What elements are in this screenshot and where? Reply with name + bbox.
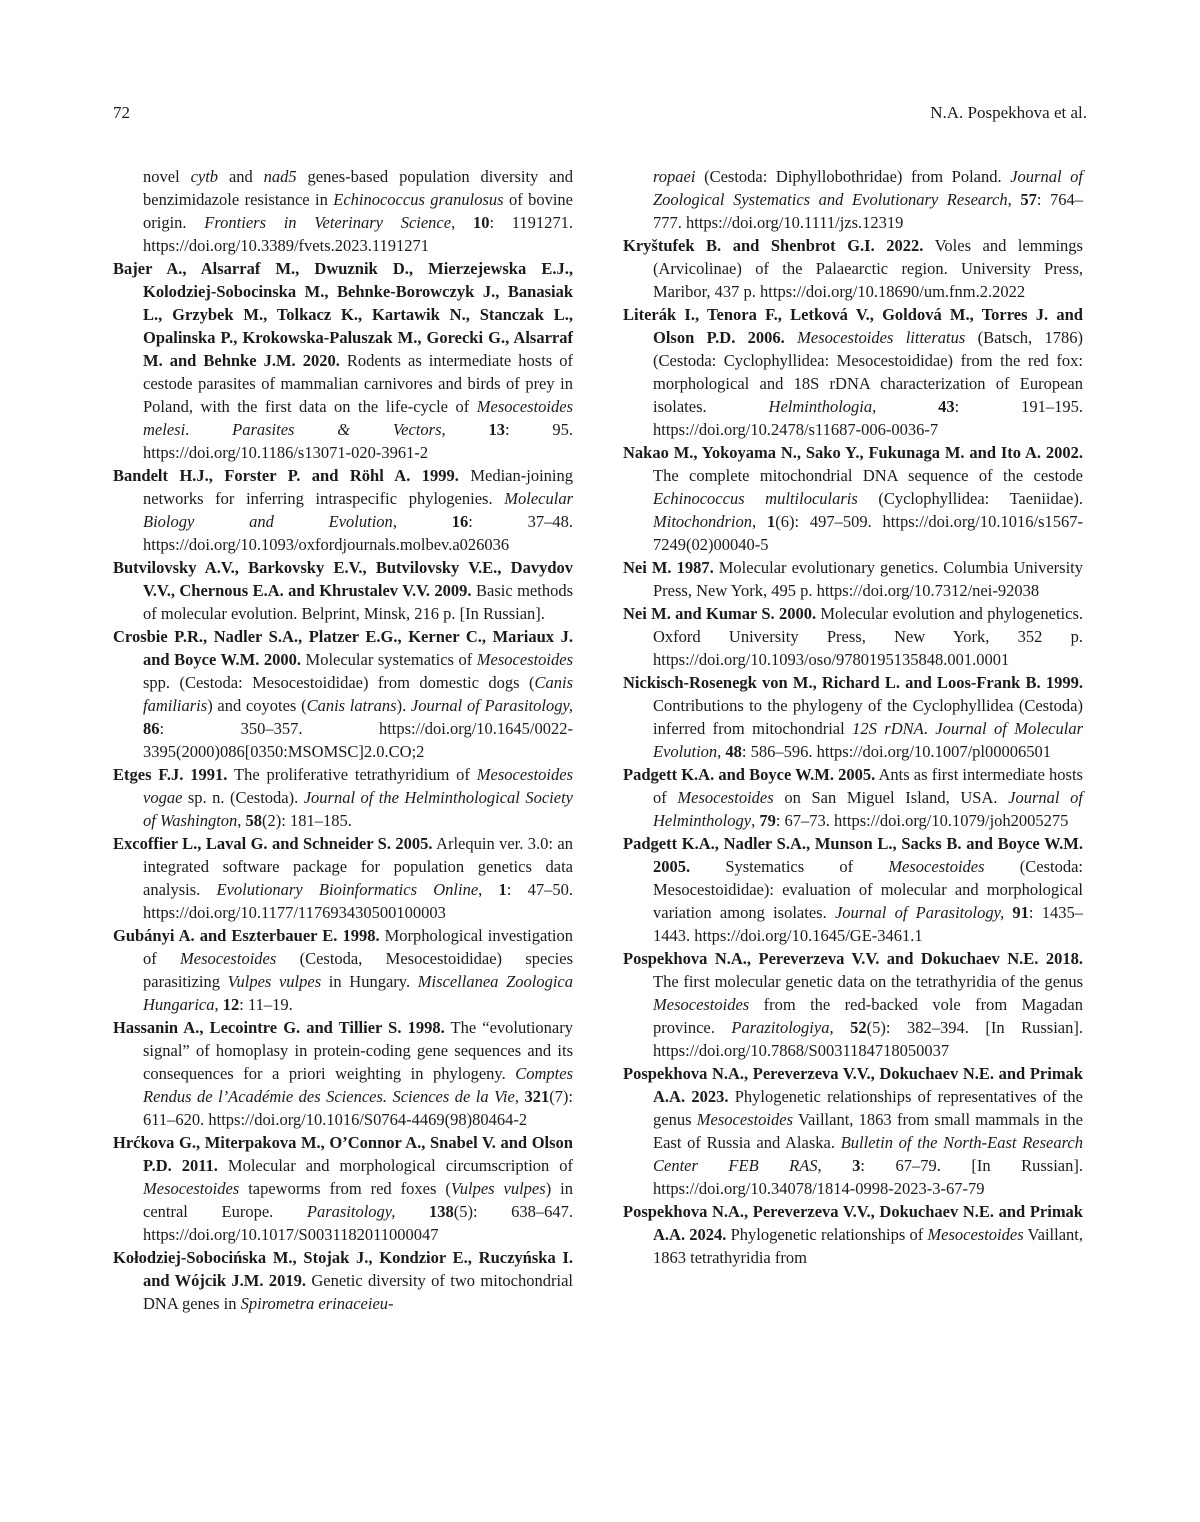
reference-text-segment: : 47–50. https://doi.org/10.1177/117693430500100003 bbox=[143, 880, 573, 923]
reference-text-segment: Nakao M., Yokoyama N., Sako Y., Fukunaga M. and Ito A. 2002. bbox=[623, 443, 1083, 463]
reference-text-segment: Vulpes vulpes bbox=[227, 972, 322, 992]
reference-text-segment: 12S rDNA bbox=[852, 719, 924, 739]
reference-text-segment: 10 bbox=[472, 213, 490, 233]
reference-text-segment: ) in central Europe. bbox=[143, 1179, 573, 1222]
reference-entry bbox=[113, 763, 573, 832]
reference-text-segment: The complete mitochondrial DNA sequence of the cestode bbox=[653, 466, 1083, 486]
reference-text-segment: Genetic diversity of two mitochondrial DNA genes in bbox=[143, 1271, 573, 1314]
references-left-column bbox=[113, 165, 573, 1315]
reference-text-segment: , bbox=[392, 512, 452, 532]
reference-entry bbox=[623, 602, 1083, 671]
reference-text-segment: Basic methods of molecular evolution. Belprint, Minsk, 216 p. [In Russian]. bbox=[143, 581, 573, 624]
reference-text-segment: Parazitologiya bbox=[731, 1018, 830, 1038]
reference-text-segment: 52 bbox=[850, 1018, 867, 1038]
reference-text-segment: Journal of Helminthology bbox=[653, 788, 1084, 831]
reference-text-segment: Morphological investigation of bbox=[143, 926, 573, 969]
reference-text-segment: Nei M. 1987. bbox=[623, 558, 714, 578]
reference-text-segment: , bbox=[441, 420, 489, 440]
reference-text-segment: , bbox=[872, 397, 939, 417]
reference-text-segment: Mesocestoides melesi bbox=[143, 397, 573, 440]
reference-text-segment: Kołodziej-Sobocińska M., Stojak J., Kondzior E., Ruczyńska I. and Wójcik J.M. 2019. bbox=[113, 1248, 573, 1291]
reference-entry bbox=[113, 556, 573, 625]
reference-text-segment: ) and coyotes ( bbox=[207, 696, 307, 716]
reference-text-segment: ropaei bbox=[653, 167, 696, 187]
reference-entry bbox=[623, 763, 1083, 832]
reference-text-segment: Literák I., Tenora F., Letková V., Goldová M., Torres J. and Olson P.D. 2006. bbox=[623, 305, 1083, 348]
reference-text-segment: Journal of the Helminthological Society of Washington bbox=[143, 788, 573, 831]
reference-text-segment: Molecular Biology and Evolution bbox=[143, 489, 573, 532]
reference-text-segment: 3 bbox=[852, 1156, 861, 1176]
reference-text-segment: : 191–195. https://doi.org/10.2478/s11687-006-0036-7 bbox=[653, 397, 1084, 440]
reference-text-segment: 1 bbox=[766, 512, 776, 532]
reference-text-segment: , bbox=[752, 512, 767, 532]
reference-text-segment: Butvilovsky A.V., Barkovsky E.V., Butvilovsky V.E., Davydov V.V., Chernous E.A. and Khrustalev V.V. 2009. bbox=[113, 558, 573, 601]
reference-text-segment: Echinococcus multilocularis bbox=[653, 489, 858, 509]
reference-text-segment bbox=[785, 328, 797, 347]
reference-text-segment bbox=[395, 1202, 429, 1221]
reference-entry bbox=[623, 671, 1083, 763]
reference-text-segment: , bbox=[751, 811, 760, 831]
reference-text-segment: The “evolutionary signal” of homoplasy in protein-coding gene sequences and its consequences for a priori weighting in phylogeny. bbox=[143, 1018, 573, 1084]
reference-text-segment: Padgett K.A., Nadler S.A., Munson L., Sacks B. and Boyce W.M. 2005. bbox=[623, 834, 1083, 877]
reference-text-segment: Bandelt H.J., Forster P. and Röhl A. 1999. bbox=[113, 466, 459, 486]
reference-text-segment: Gubányi A. and Eszterbauer E. 1998. bbox=[113, 926, 380, 946]
reference-entry bbox=[623, 1200, 1083, 1269]
reference-text-segment: Vaillant, 1863 from small mammals in the East of Russia and Alaska. bbox=[653, 1110, 1083, 1153]
reference-text-segment: Rodents as intermediate hosts of cestode parasites of mammalian carnivores and birds of prey in Poland, with the first data on the life-cycle of bbox=[143, 351, 573, 417]
reference-text-segment: Nei M. and Kumar S. 2000. bbox=[623, 604, 817, 624]
reference-text-segment: 79 bbox=[759, 811, 776, 831]
reference-text-segment: , bbox=[214, 995, 223, 1015]
reference-text-segment: 57 bbox=[1020, 190, 1037, 210]
reference-text-segment: Spirometra erinaceieu- bbox=[240, 1294, 394, 1314]
reference-text-segment: Mesocestoides bbox=[476, 650, 573, 670]
reference-text-segment: Ants as first intermediate hosts of bbox=[653, 765, 1083, 808]
reference-text-segment: Molecular evolution and phylogenetics. Oxford University Press, New York, 352 p. https://doi.org/10.1093/oso/9780195135848.001.0001 bbox=[653, 604, 1083, 670]
reference-entry bbox=[113, 1131, 573, 1246]
reference-text-segment: Padgett K.A. and Boyce W.M. 2005. bbox=[623, 765, 876, 785]
reference-text-segment: . bbox=[185, 420, 233, 440]
reference-text-segment: 58 bbox=[245, 811, 263, 831]
reference-text-segment: : 95. https://doi.org/10.1186/s13071-020-3961-2 bbox=[143, 420, 574, 463]
reference-text-segment: , bbox=[1007, 190, 1021, 210]
reference-text-segment: (Cyclophyllidea: Taeniidae). bbox=[857, 489, 1083, 509]
reference-text-segment: , bbox=[514, 1087, 525, 1107]
reference-text-segment: Etges F.J. 1991. bbox=[113, 765, 228, 785]
reference-text-segment: Phylogenetic relationships of representatives of the genus bbox=[653, 1087, 1083, 1130]
reference-text-segment: : 764–777. https://doi.org/10.1111/jzs.12319 bbox=[653, 190, 1083, 233]
reference-entry bbox=[113, 165, 573, 257]
reference-text-segment: : 67–73. https://doi.org/10.1079/joh2005275 bbox=[775, 811, 1069, 831]
reference-text-segment: Excoffier L., Laval G. and Schneider S. 2005. bbox=[113, 834, 433, 854]
reference-text-segment: Mesocestoides bbox=[888, 857, 985, 877]
reference-entry bbox=[113, 924, 573, 1016]
reference-text-segment: Phylogenetic relationships of bbox=[726, 1225, 928, 1245]
reference-text-segment: Median-joining networks for inferring intraspecific phylogenies. bbox=[143, 466, 573, 509]
reference-text-segment: and bbox=[218, 167, 264, 187]
reference-text-segment: Mesocestoides bbox=[677, 788, 774, 808]
reference-entry bbox=[113, 464, 573, 556]
reference-text-segment: : 586–596. https://doi.org/10.1007/pl00006501 bbox=[741, 742, 1051, 762]
reference-text-segment: : 350–357. https://doi.org/10.1645/0022-3395(2000)086[0350:MSOMSC]2.0.CO;2 bbox=[143, 719, 573, 762]
reference-entry bbox=[623, 441, 1083, 556]
reference-text-segment: Pospekhova N.A., Pereverzeva V.V., Dokuchaev N.E. and Primak A.A. 2024. bbox=[623, 1202, 1083, 1245]
reference-text-segment: (Cestoda, Mesocestoididae) species parasitizing bbox=[143, 949, 573, 992]
reference-text-segment: Molecular and morphological circumscription of bbox=[217, 1156, 573, 1176]
reference-text-segment: Miscellanea Zoologica Hungarica bbox=[143, 972, 573, 1015]
reference-entry bbox=[113, 625, 573, 763]
reference-text-segment: Mesocestoides bbox=[143, 1179, 240, 1199]
reference-text-segment: Mesocestoides bbox=[653, 995, 750, 1015]
reference-text-segment: 16 bbox=[451, 512, 469, 532]
reference-entry bbox=[623, 556, 1083, 602]
reference-text-segment: Parasites & Vectors bbox=[232, 420, 442, 440]
reference-text-segment: nad5 bbox=[263, 167, 297, 187]
reference-text-segment: Journal of Zoological Systematics and Evolutionary Research bbox=[653, 167, 1083, 210]
reference-text-segment: genes-based population diversity and benzimidazole resistance in bbox=[143, 167, 573, 210]
references-section bbox=[113, 165, 1087, 1315]
reference-text-segment: Mesocestoides bbox=[180, 949, 277, 969]
reference-text-segment: Mesocestoides litteratus bbox=[797, 328, 966, 348]
reference-text-segment: , bbox=[237, 811, 246, 831]
reference-text-segment: (Batsch, 1786) (Cestoda: Cyclophyllidea: Mesocestoididae) from the red fox: morphological and 18S rDNA characterization of European isolates. bbox=[653, 328, 1084, 417]
reference-text-segment: Vulpes vulpes bbox=[450, 1179, 546, 1199]
reference-text-segment: (6): 497–509. https://doi.org/10.1016/s1567-7249(02)00040-5 bbox=[653, 512, 1084, 555]
reference-text-segment: 138 bbox=[428, 1202, 454, 1222]
reference-text-segment: Helminthologia bbox=[768, 397, 873, 417]
reference-text-segment: Arlequin ver. 3.0: an integrated software package for population genetics data analysis. bbox=[143, 834, 573, 900]
reference-entry bbox=[623, 1062, 1083, 1200]
reference-text-segment: ). bbox=[396, 696, 411, 716]
reference-text-segment: . bbox=[923, 719, 936, 739]
reference-text-segment: 43 bbox=[938, 397, 955, 417]
reference-text-segment: 13 bbox=[488, 420, 505, 440]
reference-entry bbox=[113, 1016, 573, 1131]
reference-text-segment: Kryštufek B. and Shenbrot G.I. 2022. bbox=[623, 236, 924, 256]
page-header bbox=[113, 103, 1087, 123]
reference-text-segment: , bbox=[717, 742, 726, 762]
reference-text-segment: Systematics of bbox=[690, 857, 889, 877]
reference-text-segment: : 11–19. bbox=[239, 995, 293, 1015]
reference-text-segment: (7): 611–620. https://doi.org/10.1016/S0764-4469(98)80464-2 bbox=[143, 1087, 574, 1130]
reference-text-segment: Comptes Rendus de l’Académie des Sciences. Sciences de la Vie bbox=[143, 1064, 573, 1107]
reference-text-segment: cytb bbox=[190, 167, 219, 187]
reference-entry bbox=[623, 165, 1083, 234]
reference-text-segment: (2): 181–185. bbox=[262, 811, 352, 831]
reference-text-segment: Canis familiaris bbox=[143, 673, 573, 716]
reference-text-segment: (5): 638–647. https://doi.org/10.1017/S0031182011000047 bbox=[143, 1202, 574, 1245]
reference-text-segment: (Cestoda: Mesocestoididae): evaluation of molecular and morphological variation among isolates. bbox=[653, 857, 1083, 923]
reference-text-segment: (Cestoda: Diphyllobothridae) from Poland. bbox=[695, 167, 1011, 187]
reference-text-segment: , bbox=[451, 213, 473, 233]
reference-text-segment: Journal of Parasitology, bbox=[834, 903, 1005, 923]
reference-text-segment: on San Miguel Island, USA. bbox=[773, 788, 1009, 808]
reference-text-segment: Mitochondrion bbox=[653, 512, 752, 532]
reference-text-segment: Nickisch-Rosenegk von M., Richard L. and Loos-Frank B. 1999. bbox=[623, 673, 1083, 693]
reference-text-segment: , bbox=[478, 880, 499, 900]
reference-text-segment: Mesocestoides vogae bbox=[143, 765, 573, 808]
reference-text-segment: Pospekhova N.A., Pereverzeva V.V. and Dokuchaev N.E. 2018. bbox=[623, 949, 1083, 969]
reference-text-segment: Bulletin of the North-East Research Center FEB RAS bbox=[653, 1133, 1083, 1176]
reference-entry bbox=[113, 832, 573, 924]
reference-text-segment: spp. (Cestoda: Mesocestoididae) from domestic dogs ( bbox=[143, 673, 535, 693]
reference-text-segment: Journal of Parasitology, bbox=[410, 696, 573, 716]
reference-text-segment: of bovine origin. bbox=[143, 190, 574, 233]
reference-entry bbox=[623, 303, 1083, 441]
reference-text-segment: 12 bbox=[222, 995, 240, 1015]
reference-text-segment: 91 bbox=[1012, 903, 1029, 923]
reference-entry bbox=[623, 832, 1083, 947]
reference-text-segment: , bbox=[829, 1018, 851, 1038]
reference-text-segment: Mesocestoides bbox=[927, 1225, 1024, 1245]
running-head: N.A. Pospekhova et al. bbox=[930, 103, 1087, 122]
reference-text-segment: Vaillant, 1863 tetrathyridia from bbox=[653, 1225, 1083, 1268]
reference-text-segment: Molecular systematics of bbox=[301, 650, 477, 670]
reference-text-segment: Hassanin A., Lecointre G. and Tillier S. 1998. bbox=[113, 1018, 445, 1038]
reference-text-segment: Molecular evolutionary genetics. Columbia University Press, New York, 495 p. https://doi.org/10.7312/nei-92038 bbox=[653, 558, 1083, 601]
reference-text-segment: from the red-backed vole from Magadan province. bbox=[653, 995, 1083, 1038]
reference-text-segment: in Hungary. bbox=[321, 972, 418, 992]
reference-entry bbox=[113, 257, 573, 464]
reference-text-segment: Contributions to the phylogeny of the Cyclophyllidea (Cestoda) inferred from mitochondrial bbox=[653, 696, 1083, 739]
reference-text-segment: The first molecular genetic data on the tetrathyridia of the genus bbox=[653, 972, 1083, 992]
page-number: 72 bbox=[113, 103, 130, 122]
reference-text-segment: (5): 382–394. [In Russian]. https://doi.org/10.7868/S0031184718050037 bbox=[653, 1018, 1083, 1061]
reference-text-segment: : 1191271. https://doi.org/10.3389/fvets.2023.1191271 bbox=[143, 213, 574, 256]
reference-entry bbox=[623, 234, 1083, 303]
reference-text-segment: novel bbox=[143, 167, 191, 187]
reference-text-segment: Hrćkova G., Miterpakova M., O’Connor A., Snabel V. and Olson P.D. 2011. bbox=[113, 1133, 573, 1176]
reference-text-segment: Journal of Molecular Evolution bbox=[653, 719, 1083, 762]
reference-text-segment: Crosbie P.R., Nadler S.A., Platzer E.G., Kerner C., Mariaux J. and Boyce W.M. 2000. bbox=[113, 627, 573, 670]
reference-text-segment: Evolutionary Bioinformatics Online bbox=[216, 880, 479, 900]
reference-text-segment: Pospekhova N.A., Pereverzeva V.V., Dokuchaev N.E. and Primak A.A. 2023. bbox=[623, 1064, 1083, 1107]
reference-text-segment: Bajer A., Alsarraf M., Dwuznik D., Mierzejewska E.J., Kolodziej-Sobocinska M., Behnke-Borowczyk J., Banasiak L., Grzybek M., Tolkacz K., Kartawik N., Stanczak L., Opalinska P., Krokowska-Paluszak M., Gorecki G., Alsarraf M. and Behnke J.M. 2020. bbox=[113, 259, 573, 371]
reference-text-segment: Canis latrans bbox=[306, 696, 397, 716]
reference-text-segment: tapeworms from red foxes ( bbox=[239, 1179, 451, 1199]
reference-text-segment: The proliferative tetrathyridium of bbox=[227, 765, 477, 785]
reference-entry bbox=[623, 947, 1083, 1062]
reference-text-segment: sp. n. (Cestoda). bbox=[182, 788, 304, 808]
reference-text-segment: Voles and lemmings (Arvicolinae) of the Palaearctic region. University Press, Maribor, 437 p. https://doi.org/10.18690/um.fnm.2.2022 bbox=[653, 236, 1083, 302]
reference-text-segment: Mesocestoides bbox=[696, 1110, 793, 1130]
reference-text-segment: , bbox=[817, 1156, 853, 1176]
references-right-column bbox=[623, 165, 1083, 1315]
reference-text-segment: : 37–48. https://doi.org/10.1093/oxfordjournals.molbev.a026036 bbox=[143, 512, 573, 555]
reference-text-segment: 1 bbox=[498, 880, 507, 900]
reference-text-segment: : 67–79. [In Russian]. https://doi.org/10.34078/1814-0998-2023-3-67-79 bbox=[653, 1156, 1083, 1199]
reference-text-segment: 48 bbox=[725, 742, 742, 762]
reference-text-segment: Frontiers in Veterinary Science bbox=[204, 213, 452, 233]
reference-text-segment: : 1435–1443. https://doi.org/10.1645/GE-3461.1 bbox=[653, 903, 1083, 946]
reference-text-segment: Echinococcus granulosus bbox=[333, 190, 504, 210]
reference-text-segment: 321 bbox=[524, 1087, 550, 1107]
reference-text-segment: 86 bbox=[143, 719, 160, 739]
reference-text-segment: Parasitology, bbox=[306, 1202, 396, 1222]
reference-entry bbox=[113, 1246, 573, 1315]
